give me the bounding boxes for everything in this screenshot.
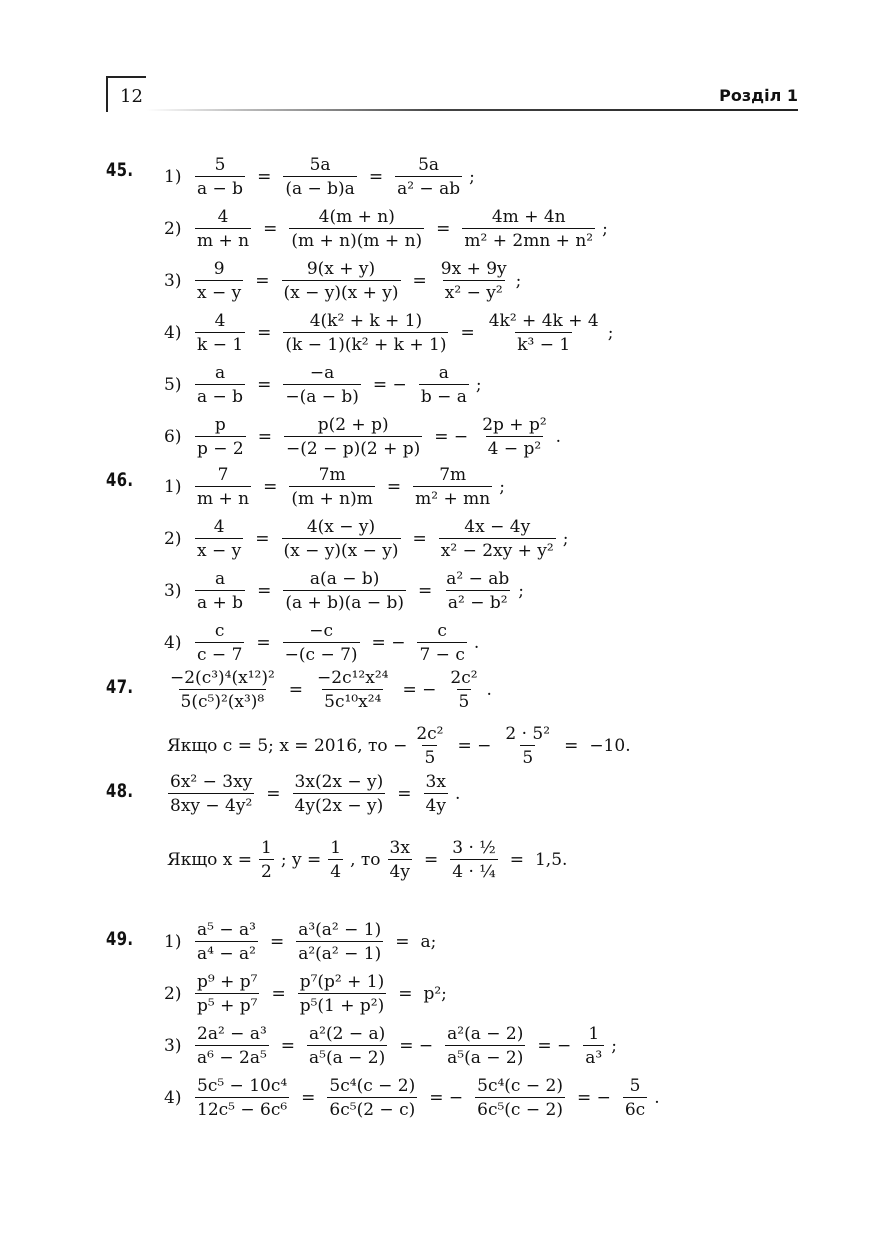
math-expression (164, 838, 570, 883)
math-expression (191, 363, 485, 408)
math-expression (191, 569, 527, 614)
fraction-numerator: −c (309, 621, 333, 641)
text-fragment: Якщо x = (167, 850, 253, 871)
operator: = (271, 984, 286, 1005)
solution-line (164, 724, 634, 769)
operator: = (256, 633, 271, 654)
solution-line (164, 207, 611, 252)
fraction (487, 311, 601, 356)
item-index: 2) (164, 529, 182, 550)
operator: = (412, 529, 427, 550)
text-fragment: ; (475, 375, 482, 396)
text-fragment: . (486, 680, 492, 701)
operator: = (266, 784, 281, 805)
fraction (439, 517, 556, 562)
fraction (289, 207, 424, 252)
text-fragment: −10. (589, 736, 631, 757)
fraction-denominator: 4 · ¼ (450, 859, 498, 882)
text-fragment: Якщо c = 5; x = 2016, то − (167, 736, 408, 757)
fraction-numerator: a³(a² − 1) (298, 920, 382, 940)
solution-line (164, 415, 564, 460)
fraction-denominator: a⁵(a − 2) (307, 1045, 387, 1068)
math-expression (164, 668, 495, 713)
fraction-denominator: x² − y² (443, 280, 505, 303)
operator: = (255, 271, 270, 292)
math-expression (191, 972, 450, 1017)
math-expression (191, 415, 564, 460)
fraction (439, 259, 509, 304)
fraction-denominator: c − 7 (195, 642, 244, 665)
text-fragment: ; y = (280, 850, 322, 871)
math-expression (191, 1076, 663, 1121)
fraction-numerator: 5a (309, 155, 331, 175)
fraction (293, 772, 386, 817)
math-expression (191, 465, 508, 510)
fraction (583, 1024, 604, 1069)
item-index: 1) (164, 932, 182, 953)
fraction-denominator: 4 − p² (486, 436, 544, 459)
fraction-denominator: a⁶ − 2a⁵ (195, 1045, 269, 1068)
fraction-denominator: x − y (195, 280, 243, 303)
fraction-numerator: 5c⁴(c − 2) (329, 1076, 416, 1096)
item-index: 3) (164, 1036, 182, 1057)
problem-number: 46. (106, 469, 134, 491)
fraction (623, 1076, 647, 1121)
fraction (195, 1076, 289, 1121)
fraction-numerator: p⁷(p² + 1) (299, 972, 385, 992)
page-header (106, 76, 798, 112)
fraction-denominator: k³ − 1 (515, 332, 572, 355)
operator: = (509, 850, 524, 871)
solution-line (164, 259, 524, 304)
fraction (327, 1076, 417, 1121)
fraction-denominator: −(a − b) (283, 384, 361, 407)
fraction (195, 621, 244, 666)
operator: = (257, 581, 272, 602)
operator: = (368, 167, 384, 188)
fraction-denominator: a + b (195, 590, 245, 613)
solution-line (164, 363, 485, 408)
fraction-denominator: 6c⁵(c − 2) (475, 1097, 565, 1120)
fraction-numerator: 9(x + y) (306, 259, 376, 279)
operator: = (257, 375, 272, 396)
fraction (413, 465, 492, 510)
text-fragment: ; (607, 323, 614, 344)
fraction-denominator: (k − 1)(k² + k + 1) (283, 332, 448, 355)
operator: = − (402, 680, 437, 701)
fraction-denominator: 4y(2x − y) (293, 793, 386, 816)
fraction (450, 838, 498, 883)
math-expression (164, 724, 634, 769)
operator: = (288, 680, 304, 701)
fraction (283, 363, 361, 408)
fraction (259, 838, 274, 883)
fraction (444, 569, 511, 614)
fraction (195, 207, 251, 252)
section-title: Розділ 1 (719, 86, 798, 105)
solution-line (164, 621, 482, 666)
math-expression (164, 772, 463, 817)
fraction (195, 311, 245, 356)
operator: = − (429, 1088, 464, 1109)
operator: = (423, 850, 439, 871)
fraction (168, 772, 254, 817)
fraction (282, 517, 401, 562)
math-expression (191, 1024, 620, 1069)
math-expression (191, 517, 571, 562)
text-fragment: p²; (423, 984, 447, 1005)
fraction-numerator: 5 (629, 1076, 641, 1096)
header-rule (146, 109, 798, 111)
fraction-denominator: k − 1 (195, 332, 245, 355)
fraction-denominator: 7 − c (417, 642, 466, 665)
fraction-numerator: a²(2 − a) (309, 1024, 386, 1044)
fraction-denominator: m + n (195, 486, 251, 509)
fraction-numerator: −2c¹²x²⁴ (317, 668, 389, 688)
fraction-numerator: a⁵ − a³ (197, 920, 256, 940)
fraction-numerator: 4(m + n) (318, 207, 395, 227)
solution-line (164, 517, 571, 562)
operator: = (398, 984, 413, 1005)
fraction-denominator: a³ (583, 1045, 604, 1068)
fraction (448, 668, 479, 713)
fraction-numerator: a (438, 363, 449, 383)
fraction-denominator: (x − y)(x − y) (282, 538, 401, 561)
operator: = (280, 1036, 296, 1057)
math-expression (191, 311, 616, 356)
fraction-numerator: 1 (261, 838, 272, 858)
fraction-numerator: a²(a − 2) (447, 1024, 524, 1044)
fraction-denominator: p⁵(1 + p²) (298, 993, 387, 1016)
item-index: 2) (164, 219, 182, 240)
problem-number: 47. (106, 676, 134, 698)
fraction-numerator: 6x² − 3xy (170, 772, 253, 792)
fraction-denominator: 5c¹⁰x²⁴ (322, 689, 383, 712)
fraction (282, 259, 401, 304)
operator: = (564, 736, 579, 757)
fraction-numerator: p(2 + p) (317, 415, 389, 435)
fraction (195, 972, 259, 1017)
item-index: 3) (164, 581, 182, 602)
fraction-denominator: 5(c⁵)²(x³)⁸ (179, 689, 267, 712)
item-index: 2) (164, 984, 182, 1005)
math-expression (191, 259, 524, 304)
fraction-numerator: a² − ab (446, 569, 510, 589)
text-fragment: ; (518, 581, 525, 602)
fraction-numerator: 3x (425, 772, 446, 792)
fraction-denominator: m² + mn (413, 486, 492, 509)
fraction (328, 838, 343, 883)
solution-line (164, 838, 570, 883)
operator: = (257, 323, 272, 344)
text-fragment: ; (602, 219, 608, 240)
fraction-denominator: a − b (195, 384, 245, 407)
fraction (298, 972, 387, 1017)
solution-line (164, 1076, 663, 1121)
fraction (195, 920, 258, 965)
operator: = (263, 477, 278, 498)
fraction-numerator: 4(k² + k + 1) (309, 311, 423, 331)
text-fragment: ; (499, 477, 505, 498)
math-expression (191, 920, 439, 965)
item-index: 6) (164, 427, 182, 448)
fraction-numerator: 2c² (450, 668, 478, 688)
math-expression (191, 621, 482, 666)
fraction-numerator: 4 (214, 311, 226, 331)
problem-number: 49. (106, 928, 134, 950)
fraction-numerator: 7m (439, 465, 467, 485)
fraction (195, 465, 251, 510)
fraction-denominator: 6c⁵(2 − c) (327, 1097, 417, 1120)
item-index: 4) (164, 633, 182, 654)
fraction-denominator: p⁵ + p⁷ (195, 993, 259, 1016)
fraction-denominator: a²(a² − 1) (296, 941, 383, 964)
fraction-numerator: −2(c³)⁴(x¹²)² (170, 668, 275, 688)
fraction-denominator: 8xy − 4y² (168, 793, 254, 816)
text-fragment: . (473, 633, 480, 654)
fraction (414, 724, 445, 769)
fraction (296, 920, 383, 965)
fraction (417, 621, 466, 666)
operator: = − (399, 1036, 434, 1057)
fraction-numerator: 9 (213, 259, 225, 279)
fraction (462, 207, 595, 252)
text-fragment: . (654, 1088, 660, 1109)
text-fragment: . (555, 427, 562, 448)
operator: = (257, 427, 272, 448)
fraction-denominator: (m + n)m (289, 486, 375, 509)
math-expression (191, 155, 478, 200)
fraction-denominator: 2 (259, 859, 274, 882)
fraction (195, 363, 245, 408)
text-fragment: , то (350, 850, 381, 871)
fraction-numerator: −a (309, 363, 335, 383)
operator: = (301, 1088, 316, 1109)
fraction-denominator: a² − b² (446, 590, 510, 613)
text-fragment: ; (611, 1036, 617, 1057)
fraction (307, 1024, 387, 1069)
fraction (424, 772, 448, 817)
fraction (283, 569, 406, 614)
fraction (283, 155, 356, 200)
fraction-denominator: 4 (328, 859, 343, 882)
text-fragment: . (454, 784, 461, 805)
fraction-denominator: 5 (422, 745, 437, 768)
fraction-denominator: (x − y)(x + y) (282, 280, 401, 303)
fraction-denominator: p − 2 (195, 436, 246, 459)
fraction-numerator: 5c⁵ − 10c⁴ (197, 1076, 288, 1096)
fraction (195, 517, 243, 562)
math-expression (191, 207, 611, 252)
fraction (195, 1024, 269, 1069)
fraction (283, 621, 360, 666)
fraction-numerator: 4x − 4y (464, 517, 531, 537)
operator: = − (371, 633, 406, 654)
operator: = (436, 219, 451, 240)
fraction-denominator: 12c⁵ − 6c⁶ (195, 1097, 289, 1120)
fraction-numerator: 2p + p² (482, 415, 547, 435)
problem-number: 45. (106, 159, 134, 181)
operator: = (255, 529, 270, 550)
fraction-numerator: 4 (217, 207, 229, 227)
fraction-denominator: a² − ab (395, 176, 462, 199)
fraction (283, 311, 448, 356)
fraction-numerator: c (214, 621, 225, 641)
fraction (445, 1024, 525, 1069)
text-fragment: ; (469, 167, 475, 188)
fraction (395, 155, 462, 200)
text-fragment: a; (420, 932, 437, 953)
fraction-numerator: 5 (214, 155, 226, 175)
fraction-numerator: 5c⁴(c − 2) (477, 1076, 563, 1096)
item-index: 3) (164, 271, 182, 292)
page-number: 12 (120, 86, 143, 107)
fraction-numerator: 4m + 4n (491, 207, 566, 227)
fraction-numerator: a (214, 569, 226, 589)
fraction-numerator: 3 · ½ (452, 838, 496, 858)
fraction-denominator: 5 (457, 689, 472, 712)
fraction-numerator: a (214, 363, 226, 383)
fraction-numerator: 9x + 9y (440, 259, 507, 279)
operator: = (418, 581, 433, 602)
fraction-denominator: −(c − 7) (283, 642, 360, 665)
fraction (475, 1076, 565, 1121)
fraction-numerator: 3x (389, 838, 410, 858)
problem-number: 48. (106, 780, 134, 802)
item-index: 4) (164, 323, 182, 344)
solution-line (164, 311, 616, 356)
solution-line (164, 772, 463, 817)
fraction (195, 259, 243, 304)
fraction-denominator: (a − b)a (283, 176, 356, 199)
fraction-numerator: 2 · 5² (505, 724, 551, 744)
operator: = (460, 323, 475, 344)
item-index: 1) (164, 477, 182, 498)
fraction-numerator: a(a − b) (309, 569, 380, 589)
solution-line (164, 1024, 620, 1069)
fraction-denominator: (m + n)(m + n) (289, 228, 424, 251)
solution-line (164, 155, 478, 200)
fraction-denominator: 5 (520, 745, 535, 768)
solution-line (164, 972, 450, 1017)
fraction (168, 668, 277, 713)
item-index: 4) (164, 1088, 182, 1109)
operator: = − (576, 1088, 611, 1109)
fraction-numerator: 1 (588, 1024, 600, 1044)
operator: = (412, 271, 427, 292)
item-index: 5) (164, 375, 182, 396)
fraction-numerator: 3x(2x − y) (294, 772, 384, 792)
fraction (195, 569, 245, 614)
operator: = − (434, 427, 469, 448)
fraction-denominator: x − y (195, 538, 243, 561)
fraction (480, 415, 548, 460)
fraction (503, 724, 552, 769)
fraction-numerator: 7m (318, 465, 346, 485)
fraction (315, 668, 390, 713)
operator: = (397, 784, 412, 805)
fraction-denominator: b − a (419, 384, 469, 407)
fraction (289, 465, 375, 510)
fraction-numerator: p (214, 415, 226, 435)
fraction-denominator: x² − 2xy + y² (439, 538, 556, 561)
fraction-denominator: 6c (623, 1097, 647, 1120)
fraction-numerator: 4k² + 4k + 4 (488, 311, 599, 331)
item-index: 1) (164, 167, 182, 188)
fraction-numerator: 2a² − a³ (197, 1024, 267, 1044)
operator: = (263, 219, 278, 240)
fraction-denominator: m² + 2mn + n² (462, 228, 595, 251)
fraction (284, 415, 422, 460)
operator: = − (457, 736, 492, 757)
fraction-numerator: p⁹ + p⁷ (197, 972, 258, 992)
operator: = (386, 477, 402, 498)
fraction-numerator: 5a (418, 155, 440, 175)
fraction (195, 415, 246, 460)
solution-line (164, 668, 495, 713)
text-fragment: ; (562, 529, 569, 550)
fraction-numerator: c (437, 621, 447, 641)
text-fragment: ; (515, 271, 522, 292)
solution-line (164, 569, 527, 614)
operator: = − (537, 1036, 572, 1057)
fraction-denominator: −(2 − p)(2 + p) (284, 436, 422, 459)
fraction-denominator: m + n (195, 228, 251, 251)
fraction-denominator: a⁴ − a² (195, 941, 258, 964)
fraction-numerator: 4(x − y) (306, 517, 376, 537)
fraction (419, 363, 469, 408)
operator: = − (372, 375, 407, 396)
fraction-denominator: 4y (388, 859, 412, 882)
solution-line (164, 465, 508, 510)
operator: = (395, 932, 410, 953)
fraction-numerator: 7 (217, 465, 229, 485)
fraction-numerator: 2c² (416, 724, 444, 744)
fraction (388, 838, 412, 883)
text-fragment: 1,5. (534, 850, 568, 871)
page-number-box (106, 76, 146, 112)
fraction-denominator: 4y (424, 793, 448, 816)
operator: = (257, 167, 272, 188)
fraction-denominator: a⁵(a − 2) (445, 1045, 525, 1068)
solution-line (164, 920, 439, 965)
fraction-numerator: 1 (330, 838, 342, 858)
fraction-numerator: 4 (213, 517, 225, 537)
fraction-denominator: a − b (195, 176, 245, 199)
fraction-denominator: (a + b)(a − b) (283, 590, 406, 613)
operator: = (269, 932, 285, 953)
fraction (195, 155, 245, 200)
